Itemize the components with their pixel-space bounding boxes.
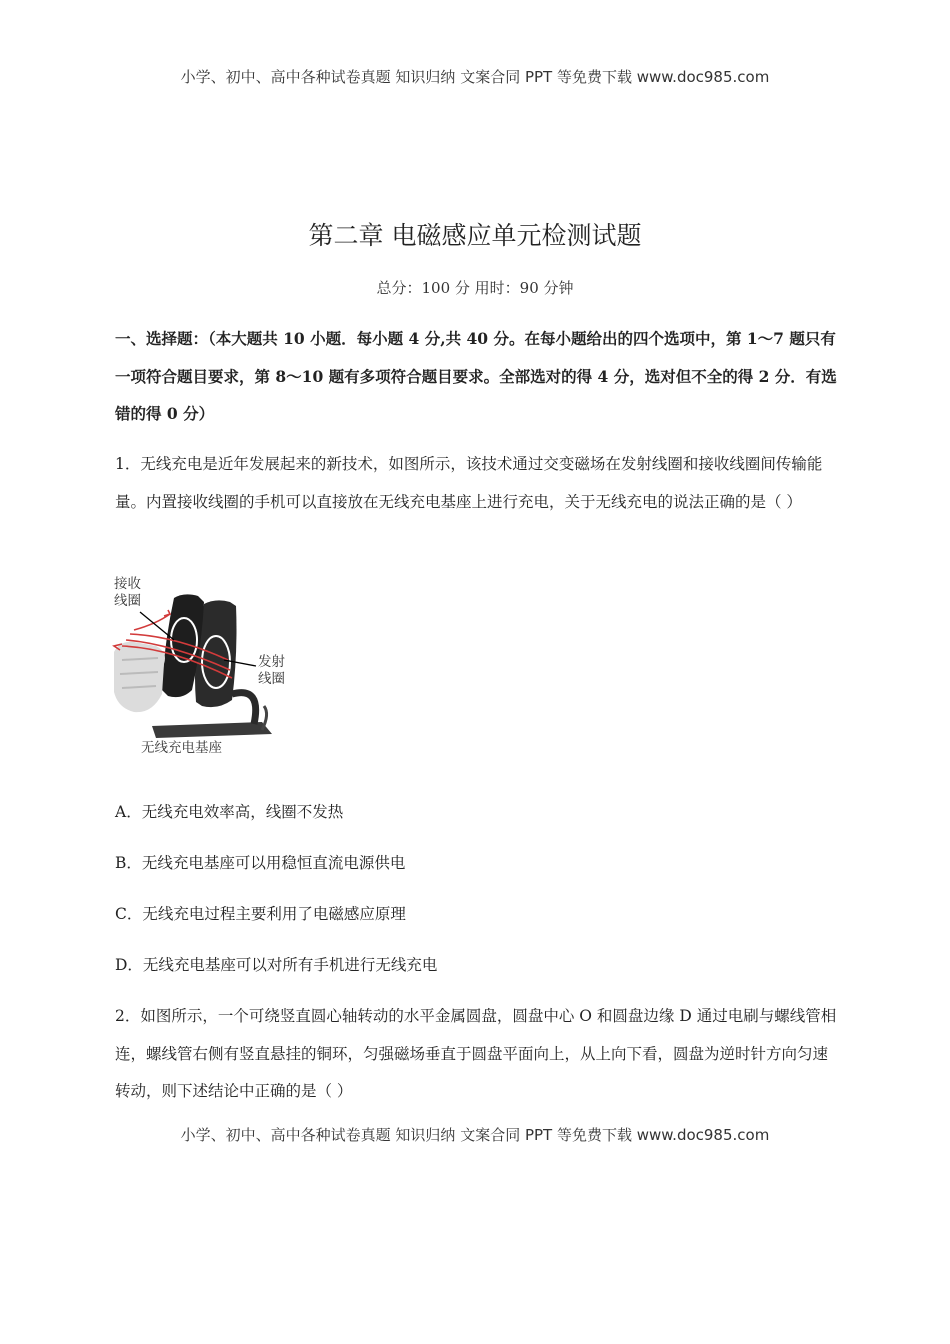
wireless-charger-figure xyxy=(112,574,322,764)
question-1-stem: 1．无线充电是近年发展起来的新技术，如图所示，该技术通过交变磁场在发射线圈和接收线圈间传输能量。内置接收线圈的手机可以直接放在无线充电基座上进行充电，关于无线充电的说法正确的是（ ） xyxy=(115,455,823,511)
exam-info: 总分：100 分 用时：90 分钟 xyxy=(376,279,574,297)
question-1-option-d: D．无线充电基座可以对所有手机进行无线充电 xyxy=(115,956,438,974)
question-1-option-c: C．无线充电过程主要利用了电磁感应原理 xyxy=(115,905,406,923)
emit-coil-label-line1: 发射 xyxy=(258,654,285,670)
receive-coil-label-line2: 线圈 xyxy=(114,593,141,609)
question-1-option-b: B．无线充电基座可以用稳恒直流电源供电 xyxy=(115,854,406,872)
emit-coil-label xyxy=(258,654,285,688)
question-1-option-a: A．无线充电效率高，线圈不发热 xyxy=(115,803,344,821)
page-title: 第二章 电磁感应单元检测试题 xyxy=(308,221,642,250)
receive-coil-label-line1: 接收 xyxy=(114,576,141,592)
emit-coil-label-line2: 线圈 xyxy=(258,671,285,687)
receive-coil-label xyxy=(114,576,141,610)
page-footer: 小学、初中、高中各种试卷真题 知识归纳 文案合同 PPT 等免费下载 www.doc985.com xyxy=(180,1126,770,1144)
wireless-charger-illustration xyxy=(112,574,322,764)
question-2-stem: 2．如图所示，一个可绕竖直圆心轴转动的水平金属圆盘，圆盘中心 O 和圆盘边缘 D 通过电刷与螺线管相连，螺线管右侧有竖直悬挂的铜环，匀强磁场垂直于圆盘平面向上，从上向下看，圆盘为逆时针方向匀速转动，则下述结论中正确的是（ ） xyxy=(115,1007,837,1100)
section-heading: 一、选择题：（本大题共 10 小题．每小题 4 分,共 40 分。在每小题给出的四个选项中，第 1～7 题只有一项符合题目要求，第 8～10 题有多项符合题目要求。全部选对的得 4 分，选对但不全的得 2 分．有选错的得 0 分） xyxy=(115,329,837,423)
page-header: 小学、初中、高中各种试卷真题 知识归纳 文案合同 PPT 等免费下载 www.doc985.com xyxy=(180,68,770,86)
charger-base-label: 无线充电基座 xyxy=(141,740,222,756)
